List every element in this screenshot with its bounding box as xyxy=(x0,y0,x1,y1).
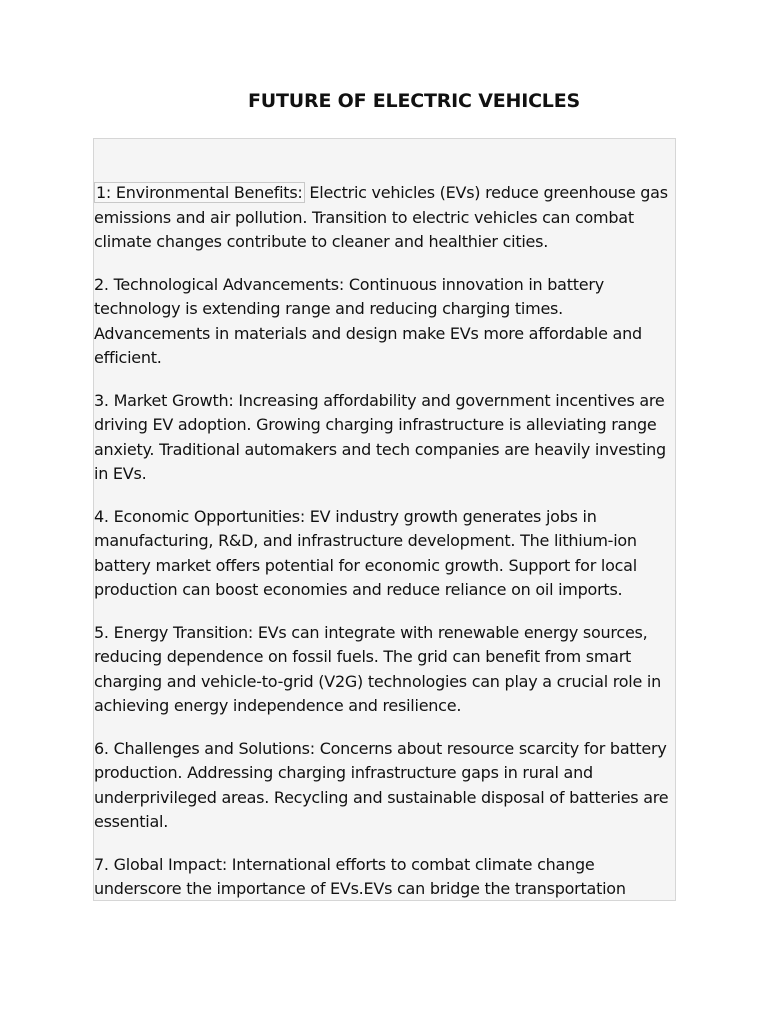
paragraph-heading: 2. Technological Advancements: xyxy=(94,274,345,294)
paragraph-heading: 1: Environmental Benefits: xyxy=(96,183,303,202)
paragraph-heading: 3. Market Growth: xyxy=(94,390,234,410)
paragraph-heading: 7. Global Impact: xyxy=(94,854,227,874)
content-box xyxy=(93,138,676,901)
paragraph-body: Electric vehicles (EVs) reduce greenhouse gas emissions and air pollution. Transition to electric vehicles can combat climate changes contribute to cleaner and healthier cities. xyxy=(94,183,668,251)
paragraph-energy-transition xyxy=(94,621,676,719)
paragraph-environmental-benefits xyxy=(94,181,676,255)
paragraph-technological-advancements xyxy=(94,273,676,371)
paragraph-list xyxy=(94,181,676,901)
paragraph-body: Continuous innovation in battery technology is extending range and reducing charging times. Advancements in materials and design make EVs more affordable and efficient. xyxy=(94,274,642,367)
paragraph-market-growth xyxy=(94,389,676,487)
page-title: FUTURE OF ELECTRIC VEHICLES xyxy=(248,90,580,112)
paragraph-heading: 4. Economic Opportunities: xyxy=(94,506,305,526)
paragraph-body: EVs can integrate with renewable energy sources, reducing dependence on fossil fuels. The grid can benefit from smart charging and vehicle-to-grid (V2G) technologies can play a crucial role in achieving energy independence and resilience. xyxy=(94,622,661,715)
paragraph-economic-opportunities xyxy=(94,505,676,603)
paragraph-body: Increasing affordability and government incentives are driving EV adoption. Growing charging infrastructure is alleviating range anxiety. Traditional automakers and tech companies are heavily investing in EVs. xyxy=(94,390,666,483)
paragraph-challenges-and-solutions xyxy=(94,737,676,835)
paragraph-body: EV industry growth generates jobs in manufacturing, R&D, and infrastructure development. The lithium-ion battery market offers potential for economic growth. Support for local production can boost economies and reduce reliance on oil imports. xyxy=(94,506,637,599)
paragraph-body: Concerns about resource scarcity for battery production. Addressing charging infrastructure gaps in rural and underprivileged areas. Recycling and sustainable disposal of batteries are essential. xyxy=(94,738,669,831)
paragraph-body: International efforts to combat climate change underscore the importance of EVs.EVs can bridge the transportation xyxy=(94,854,626,898)
paragraph-heading: 5. Energy Transition: xyxy=(94,622,253,642)
paragraph-global-impact xyxy=(94,853,676,902)
paragraph-heading: 6. Challenges and Solutions: xyxy=(94,738,315,758)
